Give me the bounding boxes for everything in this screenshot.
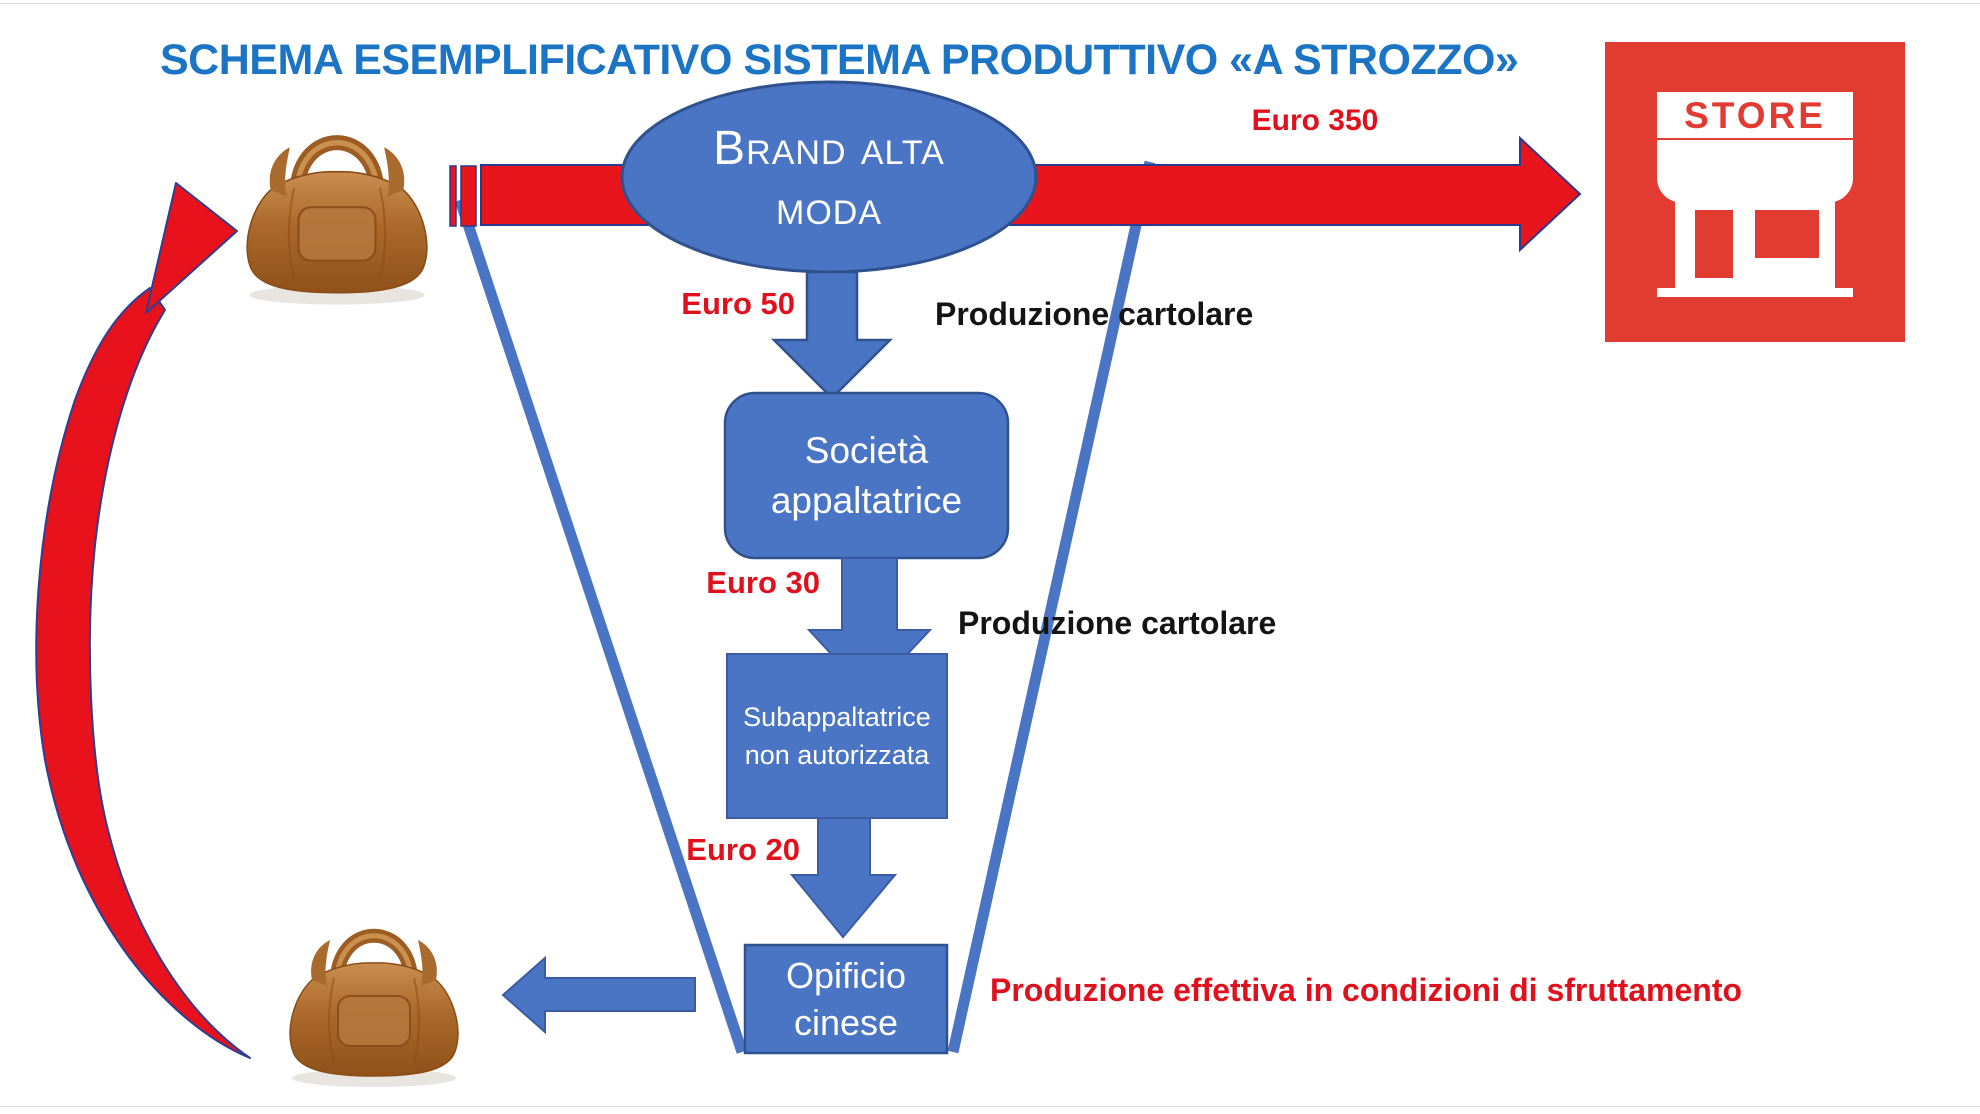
opificio-line1: Opificio xyxy=(785,955,907,996)
store-icon xyxy=(1605,42,1905,342)
societa-box-label xyxy=(725,393,1008,558)
price-label-euro-50: Euro 50 xyxy=(681,286,795,321)
brand-line2: moda xyxy=(776,182,882,235)
opificio-line2: cinese xyxy=(793,1002,899,1043)
subappaltatrice-box-label xyxy=(727,654,947,818)
store-base xyxy=(1657,288,1853,297)
price-label-euro-350: Euro 350 xyxy=(1251,104,1379,137)
store-window xyxy=(1755,210,1819,258)
price-label-euro-30: Euro 30 xyxy=(706,565,820,600)
return-curved-arrow xyxy=(36,288,250,1058)
subappaltatrice-line1: Subappaltatrice xyxy=(743,702,931,732)
red-arrow-tail-bar-2 xyxy=(461,166,476,226)
left-arrow-to-handbag xyxy=(503,958,695,1032)
flow-label-produzione-effettiva: Produzione effettiva in condizioni di sfruttamento xyxy=(990,972,1743,1008)
funnel-line-left xyxy=(460,200,742,1052)
store-door xyxy=(1695,210,1733,278)
opificio-box-label xyxy=(745,945,947,1053)
down-arrow-euro20 xyxy=(792,818,895,937)
societa-line2: appaltatrice xyxy=(770,479,963,521)
societa-line1: Società xyxy=(804,429,929,471)
page-title: SCHEMA ESEMPLIFICATIVO SISTEMA PRODUTTIVO «A STROZZO» xyxy=(160,36,1519,84)
brand-line1: Brand alta xyxy=(713,122,945,175)
return-curved-arrowhead xyxy=(146,183,237,313)
subappaltatrice-line2: non autorizzata xyxy=(744,740,930,770)
price-label-euro-20: Euro 20 xyxy=(686,832,800,867)
red-arrow-tail-bar-1 xyxy=(450,166,456,226)
store-sign-text: STORE xyxy=(1684,95,1826,136)
handbag-icon-top xyxy=(247,143,427,305)
flow-label-produzione-cartolare-2: Produzione cartolare xyxy=(958,605,1277,641)
flow-label-produzione-cartolare-1: Produzione cartolare xyxy=(935,296,1254,332)
handbag-icon-bottom xyxy=(290,936,458,1087)
brand-ellipse-label xyxy=(629,100,1029,258)
